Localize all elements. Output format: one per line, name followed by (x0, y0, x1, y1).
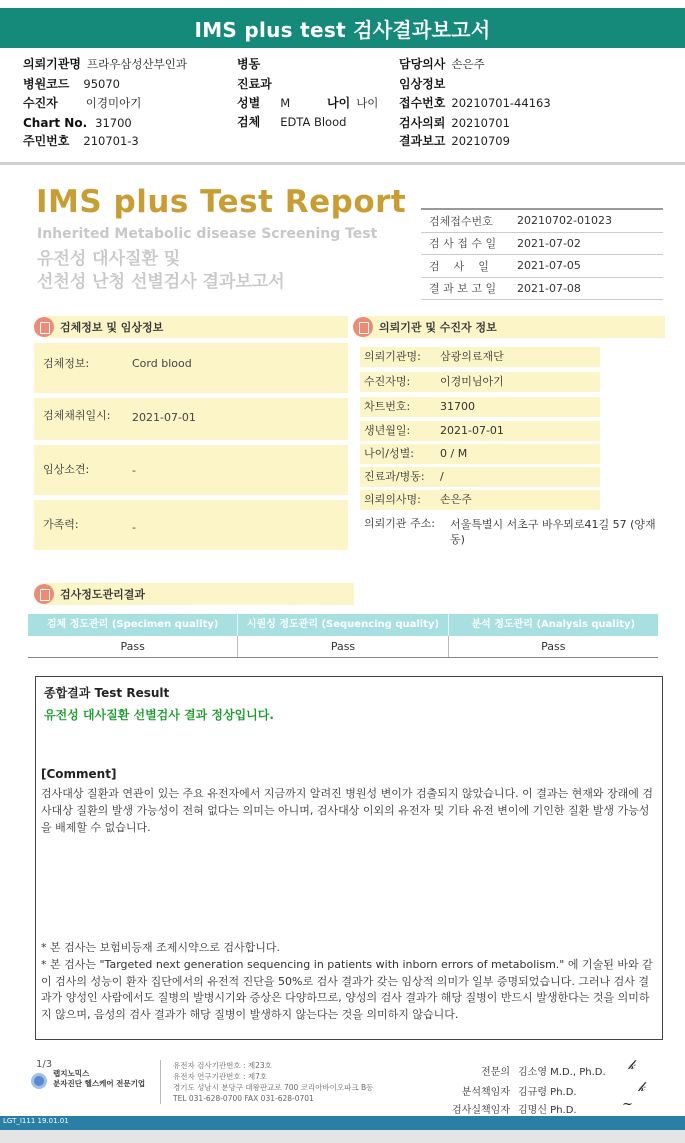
lock-icon (353, 317, 373, 337)
signer-row: 전문의 김소영 M.D., Ph.D. (481, 1067, 606, 1078)
clipboard-icon (34, 584, 54, 604)
header-divider (0, 162, 685, 165)
company-logo-icon (31, 1073, 47, 1089)
signer-row: 검사실책임자 김명신 Ph.D. (452, 1105, 577, 1116)
note-2: * 본 검사는 "Targeted next generation sequencing in patients with inborn errors of metabolism." 에 기술된 바와 같이 검사의 성능이 환자 집단에서의 유전적 진단을 50%로 검사 결과가 갖는 임상적 의미가 일부 증명되었습니다. 그러나 검사 결과가 양성인 사람에서도 질병의 발병시기와 증상은 다양하므로, 양성의 검사 결과가 해당 질병이 반드시 발생한다는 것을 의미하지 않으며, 음성의 검사 결과가 해당 질병이 발생하지 않는다는 것을 의미하지 않습니다. (41, 958, 653, 1021)
date-table (421, 208, 663, 300)
header-field: 임상정보 (399, 77, 446, 91)
report-subtitle: Inherited Metabolic disease Screening Test (37, 226, 378, 242)
specimen-row: 임상소견: - (34, 445, 348, 495)
page-number: 1/3 (36, 1059, 53, 1070)
report-title-kr-1: 유전성 대사질환 및 (37, 249, 181, 269)
date-row: 검 사 일 2021-07-05 (421, 255, 663, 278)
qc-header-row (28, 614, 658, 636)
specimen-row: 검체채취일시: 2021-07-01 (34, 398, 348, 440)
signature-3: ~ (622, 1097, 633, 1112)
report-title: IMS plus Test Report (36, 184, 407, 220)
qc-header-cell: 검체 정도관리 (Specimen quality) (28, 614, 238, 636)
report-title-kr-2: 선천성 난청 선별검사 결과보고서 (37, 272, 285, 292)
client-row: 나이/성별: 0 / M (360, 444, 600, 464)
qc-value-cell: Pass (541, 640, 566, 653)
date-row: 검 사 접 수 일 2021-07-02 (421, 233, 663, 256)
specimen-row: 검체정보: Cord blood (34, 343, 348, 393)
header-field: 주민번호 210701-3 (23, 134, 139, 148)
date-row: 결 과 보 고 일 2021-07-08 (421, 278, 663, 301)
header-field: 검체 EDTA Blood (237, 115, 347, 129)
header-field: 병원코드 95070 (23, 77, 120, 91)
header-field: 의뢰기관명 프라우삼성산부인과 (23, 57, 187, 71)
client-row: 생년월일: 2021-07-01 (360, 421, 600, 441)
client-row: 수진자명: 이경미님아기 (360, 372, 600, 392)
header-field: Chart No. 31700 (23, 116, 132, 130)
header-field: 검사의뢰 20210701 (399, 116, 510, 130)
specimen-row: 가족력: - (34, 500, 348, 550)
client-row: 의뢰의사명: 손은주 (360, 490, 600, 510)
top-title: IMS plus test 검사결과보고서 (194, 17, 491, 42)
comment-label: [Comment] (41, 767, 117, 781)
header-field: 수진자 이경미아기 (23, 96, 142, 110)
qc-value-cell: Pass (238, 636, 448, 657)
company-logo-text: 랩지노믹스 분자진단 헬스케어 전문기업 (53, 1069, 146, 1088)
qc-header-cell: 분석 정도관리 (Analysis quality) (471, 619, 636, 630)
test-result-box (35, 676, 663, 1040)
header-field: 결과보고 20210709 (399, 134, 510, 148)
note-1: * 본 검사는 보험비등재 조제시약으로 검사합니다. (41, 941, 280, 954)
header-field: 진료과 (237, 77, 272, 91)
lock-icon (34, 317, 54, 337)
header-field: 병동 (237, 57, 261, 71)
client-row: 의뢰기관 주소: 서울특별시 서초구 바우뫼로41길 57 (양재동) (364, 517, 656, 546)
lab-address: 유전자 검사기관번호 : 제23호 유전자 연구기관번호 : 제7호 경기도 성남시 분당구 대왕판교로 700 코리아바이오파크 B동 TEL 031-628-0700 FAX 031-628-0701 (160, 1060, 400, 1104)
document-id-bar: LGT_I111 19.01.01 (0, 1116, 685, 1130)
signature-1: 𝓀 (628, 1058, 635, 1073)
qc-value-row (28, 636, 658, 658)
qc-value-cell: Pass (28, 636, 238, 657)
result-summary: 유전성 대사질환 선별검사 결과 정상입니다. (44, 708, 274, 722)
client-section-header: 의뢰기관 및 수진자 정보 (363, 316, 665, 338)
qc-table (28, 614, 658, 658)
client-row: 의뢰기관명: 삼광의료재단 (360, 347, 600, 367)
header-field: 성별 M (237, 96, 291, 110)
signer-row: 분석책임자 김규령 Ph.D. (461, 1087, 577, 1098)
client-row: 차트번호: 31700 (360, 397, 600, 417)
header-field-age: 나이 나이 (327, 96, 379, 110)
client-row: 진료과/병동: / (360, 467, 600, 487)
signature-2: 𝓀 (638, 1080, 645, 1095)
qc-section-header: 검사정도관리결과 (44, 583, 354, 605)
date-row: 검체접수번호 20210702-01023 (421, 210, 663, 233)
qc-header-cell: 시퀀싱 정도관리 (Sequencing quality) (238, 614, 448, 636)
bottom-strip (0, 1130, 685, 1143)
result-title: 종합결과 Test Result (44, 686, 170, 700)
header-field: 접수번호 20210701-44163 (399, 96, 551, 110)
report-header-bar (0, 8, 685, 48)
comment-text: 검사대상 질환과 연관이 있는 주요 유전자에서 지금까지 알려진 병원성 변이가 검출되지 않았습니다. 이 결과는 현재와 장래에 검사대상 질환의 발생 가능성이 전혀 없다는 의미는 아니며, 검사대상 이외의 유전자 및 기타 유전 변이에 기인한 질환 발생 가능성을 배제할 수 없습니다. (41, 787, 653, 834)
specimen-section-header: 검체정보 및 임상정보 (44, 316, 348, 338)
header-field: 담당의사 손은주 (399, 57, 485, 71)
page-footer (0, 1055, 685, 1115)
